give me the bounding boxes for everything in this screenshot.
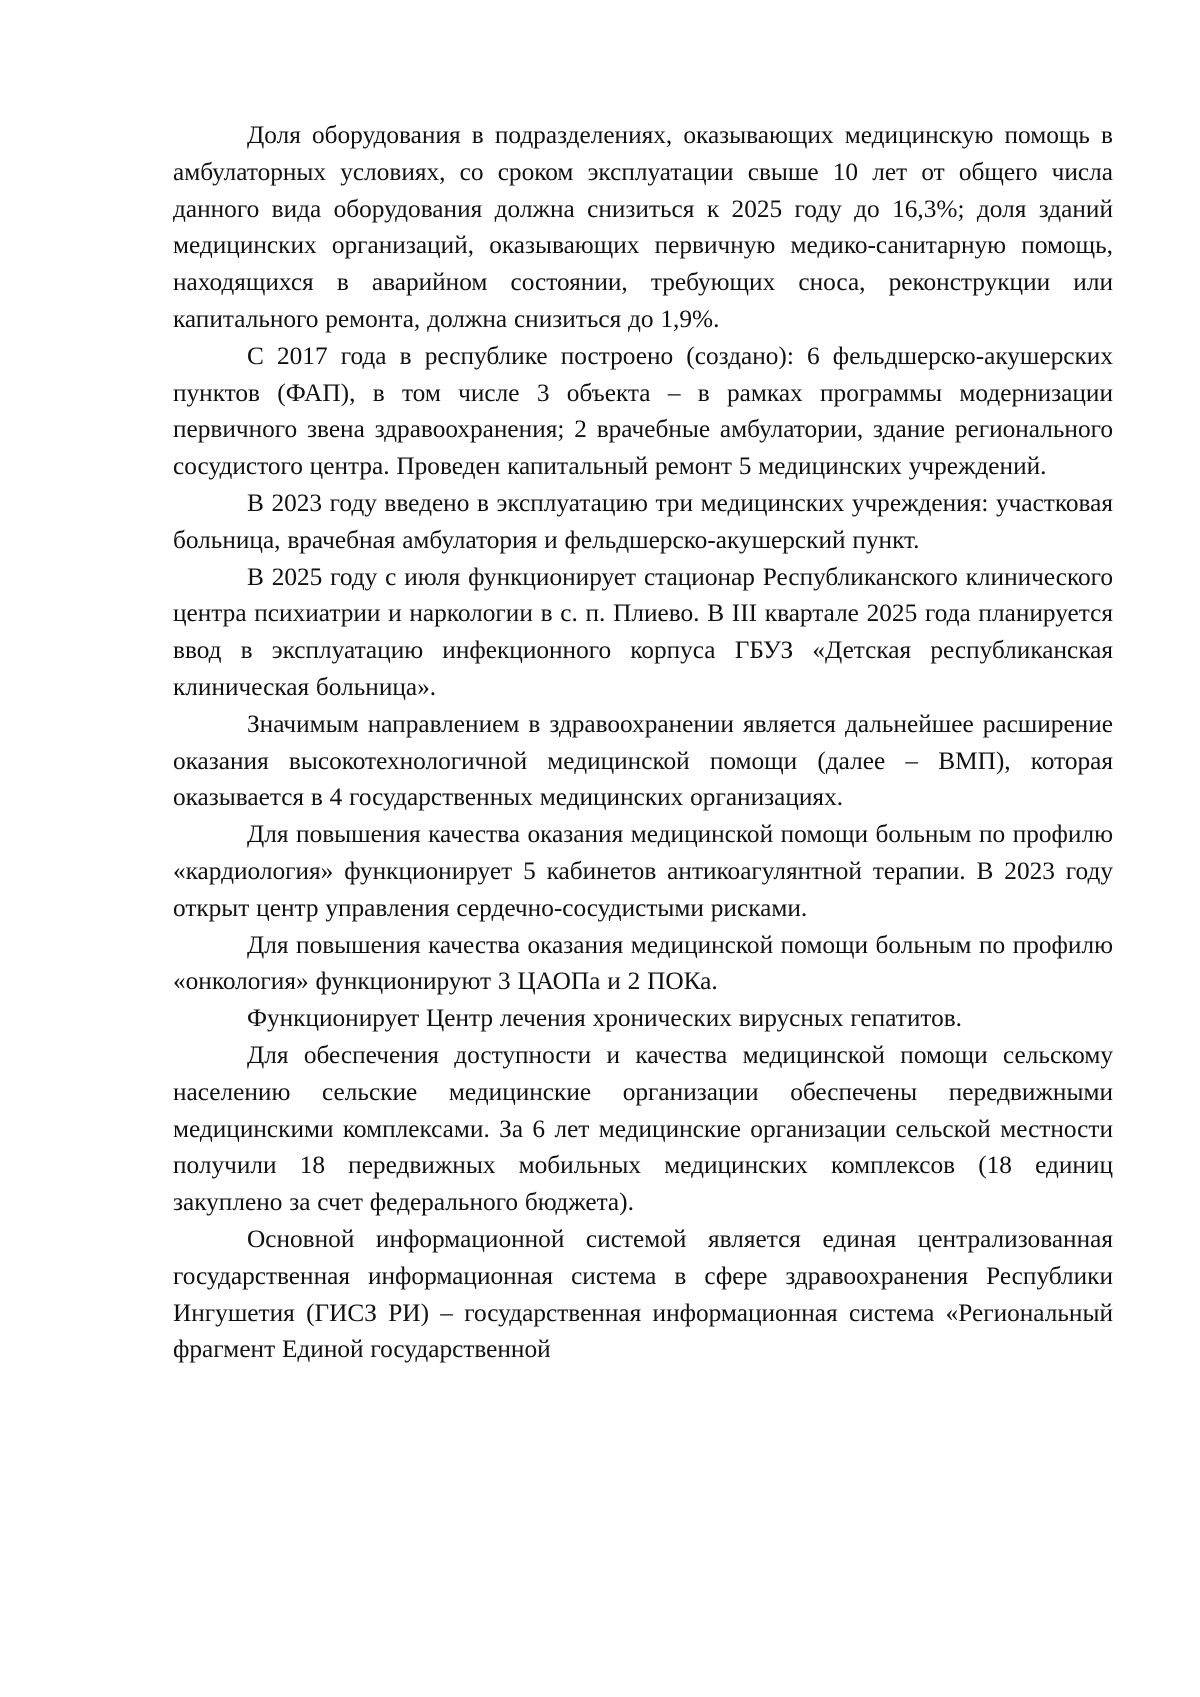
paragraph-oncology: Для повышения качества оказания медицинской помощи больным по профилю «онкология» функционируют 3 ЦАОПа и 2 ПОКа. [173, 930, 1113, 996]
paragraph-high-tech-care: Значимым направлением в здравоохранении является дальнейшее расширение оказания высокотехнологичной медицинской помощи (далее – ВМП), которая оказывается в 4 государственных медицинских организациях. [173, 709, 1113, 812]
paragraph-information-system: Основной информационной системой является единая централизованная государственная информационная система в сфере здравоохранения Республики Ингушетия (ГИСЗ РИ) – государственная информационная система «Региональный фрагмент Единой государственной [173, 1224, 1113, 1364]
paragraph-equipment-share: Доля оборудования в подразделениях, оказывающих медицинскую помощь в амбулаторных условиях, со сроком эксплуатации свыше 10 лет от общего числа данного вида оборудования должна снизиться к 2025 году до 16,3%; доля зданий медицинских организаций, оказывающих первичную медико-санитарную помощь, находящихся в аварийном состоянии, требующих сноса, реконструкции или капитального ремонта, должна снизиться до 1,9%. [173, 121, 1113, 333]
paragraph-2023-commissioning: В 2023 году введено в эксплуатацию три медицинских учреждения: участковая больница, врачебная амбулатория и фельдшерско-акушерский пункт. [173, 488, 1113, 554]
paragraph-2025-hospital: В 2025 году с июля функционирует стационар Республиканского клинического центра психиатрии и наркологии в с. п. Плиево. В III квартале 2025 года планируется ввод в эксплуатацию инфекционного корпуса ГБУЗ «Детская республиканская клиническая больница». [173, 562, 1113, 701]
paragraph-rural-mobile-complexes: Для обеспечения доступности и качества медицинской помощи сельскому населению сельские медицинские организации обеспечены передвижными медицинскими комплексами. За 6 лет медицинские организации сельской местности получили 18 передвижных мобильных медицинских комплексов (18 единиц закуплено за счет федерального бюджета). [173, 1040, 1113, 1217]
paragraph-construction-since-2017: С 2017 года в республике построено (создано): 6 фельдшерско-акушерских пунктов (ФАП), в том числе 3 объекта – в рамках программы модернизации первичного звена здравоохранения; 2 врачебные амбулатории, здание регионального сосудистого центра. Проведен капитальный ремонт 5 медицинских учреждений. [173, 341, 1113, 481]
paragraph-cardiology: Для повышения качества оказания медицинской помощи больным по профилю «кардиология» функционирует 5 кабинетов антикоагулянтной терапии. В 2023 году открыт центр управления сердечно-сосудистыми рисками. [173, 820, 1113, 922]
paragraph-hepatitis-center: Функционирует Центр лечения хронических вирусных гепатитов. [247, 1004, 962, 1033]
document-body [173, 117, 1113, 1368]
